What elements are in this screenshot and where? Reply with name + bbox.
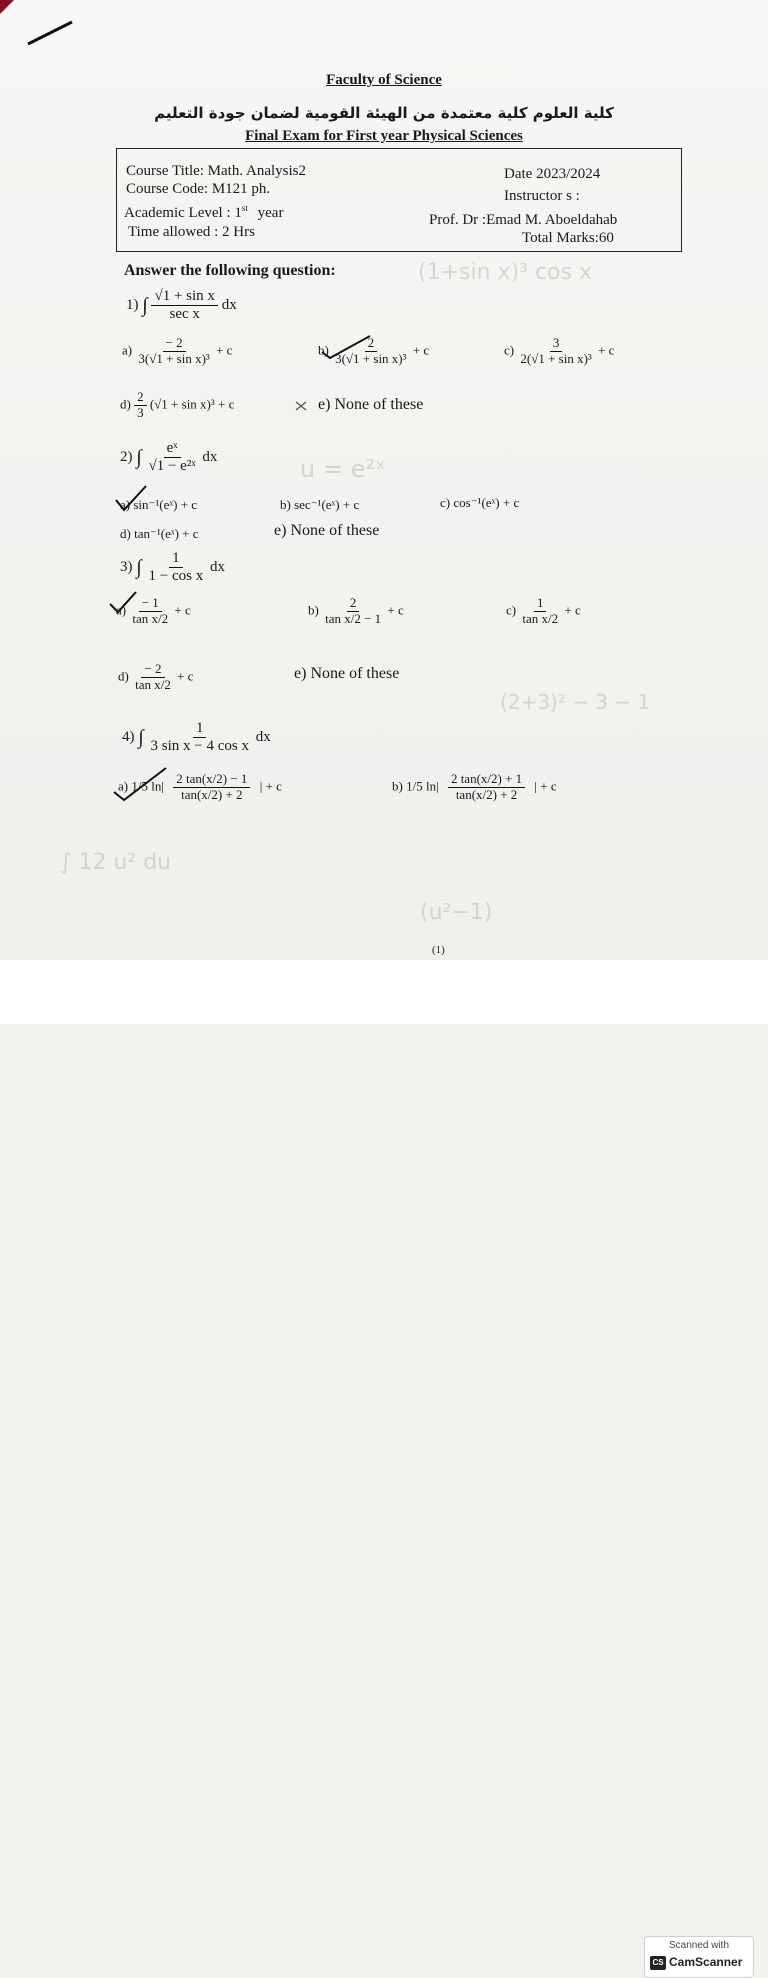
exam-title: Final Exam for First year Physical Sciences (245, 128, 523, 144)
course-code: Course Code: M121 ph. (126, 181, 271, 197)
background-scribble: (u²−1) (420, 900, 493, 925)
q1-option-b: b) $\frac{2}{\text{3(√1 + sin x)³}}$ + c (318, 335, 430, 366)
q2-option-c: c) cos⁻¹(eˣ) + c (440, 495, 520, 510)
instructor-name: Prof. Dr :Emad M. Aboeldahab (429, 212, 618, 228)
q2-option-b: b) sec⁻¹(eˣ) + c (280, 497, 360, 512)
question-1: 1) ∫ $\frac{\text{√1 + sin x}}{\text{sec x}}$ dx (126, 288, 237, 323)
q1-option-c: c) $\frac{3}{\text{2(√1 + sin x)³}}$ + c (504, 335, 615, 366)
cross-mark-icon (296, 402, 306, 410)
exam-page (0, 0, 768, 960)
question-2: 2) ∫ $\frac{\text{eˣ}}{\text{√1 − e²ˣ}}$ dx (120, 440, 218, 475)
check-mark-icon (114, 768, 166, 800)
q3-option-e: e) None of these (294, 665, 400, 682)
background-scribble: ∫ 12 u² du (60, 850, 172, 875)
q1-option-d: d) $\frac{2}{3}$ (√1 + sin x)³ + c (120, 389, 235, 420)
background-scribble: (1+sin x)³ cos x (418, 260, 592, 285)
course-title: Course Title: Math. Analysis2 (126, 163, 307, 179)
instruction-text: Answer the following question: (124, 262, 336, 279)
camscanner-brand: CamScanner (669, 1955, 743, 1969)
camscanner-badge (644, 1936, 754, 1978)
academic-level: Academic Level : 1st year (124, 203, 284, 221)
instructor-label: Instructor s : (504, 188, 580, 204)
scanned-with-text: Scanned with (668, 1940, 730, 1951)
q2-option-a: a) sin⁻¹(eˣ) + c (120, 497, 198, 512)
check-mark-icon (116, 486, 146, 510)
q4-option-a: a) 1/5 ln| $\frac{2 \tan(x/2) - 1}{\tan(x/2) + 2}$ | + c (118, 771, 282, 802)
q2-option-e: e) None of these (274, 522, 380, 539)
background-scribble: u = e²ˣ (300, 455, 386, 483)
background-scribble: (2+3)² − 3 − 1 (500, 690, 651, 714)
exam-date: Date 2023/2024 (504, 166, 601, 182)
check-mark-icon (110, 592, 136, 612)
camscanner-logo-icon: CS (650, 1956, 666, 1970)
scan-footer (0, 960, 768, 1969)
q1-option-a: a) $\frac{- 2}{\text{3(√1 + sin x)³}}$ + c (122, 335, 233, 366)
handwritten-marks (0, 0, 768, 960)
question-3: 3) ∫ $\frac{1}{\text{1 − cos x}}$ dx (120, 550, 225, 585)
page-number: (1) (432, 944, 445, 956)
pen-stroke (28, 22, 72, 44)
arabic-accreditation-line: كلية العلوم كلية معتمدة من الهيئة القومية لضمان جودة التعليم (154, 104, 614, 122)
q4-option-b: b) 1/5 ln| $\frac{2 \tan(x/2) + 1}{\tan(x/2) + 2}$ | + c (392, 771, 557, 802)
faculty-title: Faculty of Science (326, 72, 442, 88)
check-mark-icon (322, 336, 370, 358)
q2-option-d: d) tan⁻¹(eˣ) + c (120, 526, 199, 541)
q3-option-d: d) $\frac{- 2}{\text{tan x/2}}$ + c (118, 661, 194, 692)
q3-option-a: a) $\frac{- 1}{\text{tan x/2}}$ + c (116, 595, 191, 626)
q3-option-b: b) $\frac{2}{\text{tan x/2 − 1}}$ + c (308, 595, 404, 626)
q1-option-e: e) None of these (318, 396, 424, 413)
total-marks: Total Marks:60 (522, 230, 614, 246)
q3-option-c: c) $\frac{1}{\text{tan x/2}}$ + c (506, 595, 581, 626)
time-allowed: Time allowed : 2 Hrs (128, 224, 255, 240)
question-4: 4) ∫ $\frac{1}{\text{3 sin x − 4 cos x}}$ dx (122, 720, 271, 755)
